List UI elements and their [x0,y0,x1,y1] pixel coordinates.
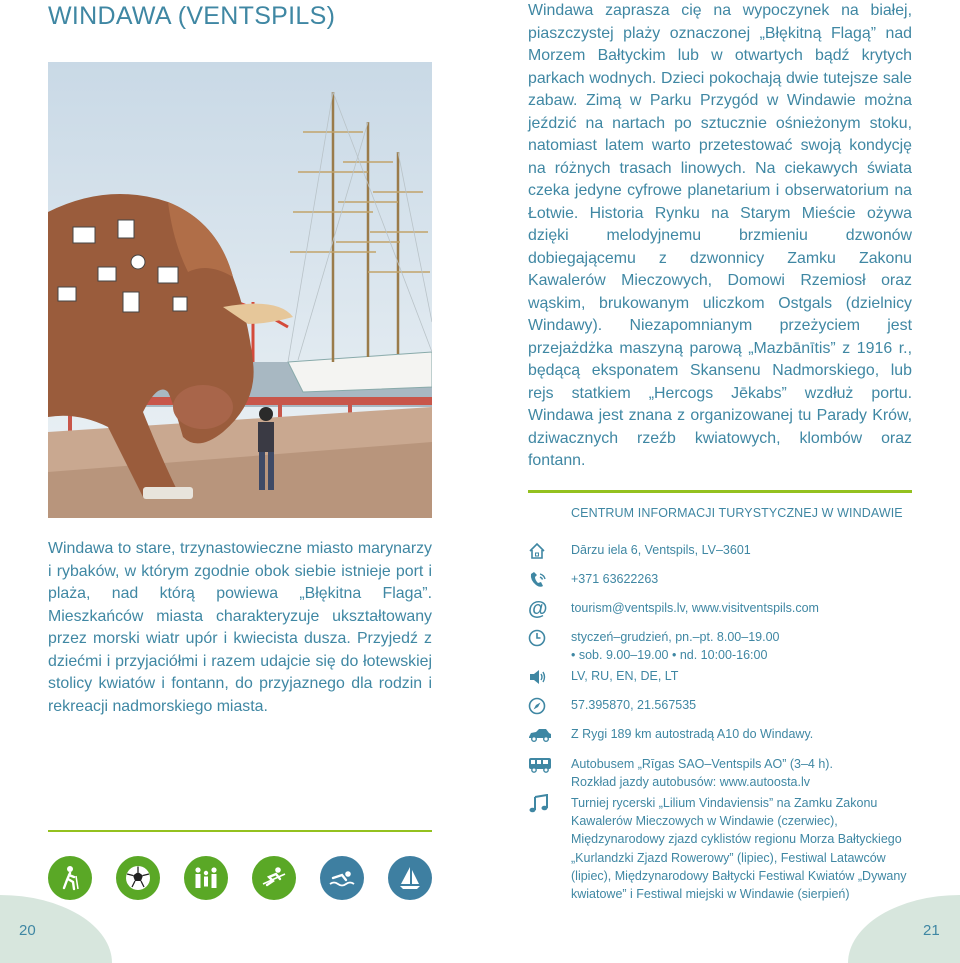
clock-icon [528,628,571,648]
info-languages: LV, RU, EN, DE, LT [528,667,918,687]
info-address: Dārzu iela 6, Ventspils, LV–3601 [528,541,918,561]
info-heading: CENTRUM INFORMACJI TURYSTYCZNEJ W WINDAWIE [571,506,903,520]
info-hours: styczeń–grudzień, pn.–pt. 8.00–19.00 • sob. 9.00–19.00 • nd. 10:00-16:00 [528,628,918,664]
info-car: Z Rygi 189 km autostradą A10 do Windawy. [528,725,918,745]
compass-icon [528,696,571,716]
page-number-right: 21 [923,922,940,939]
hiking-icon [48,856,92,900]
info-divider [528,490,912,493]
at-icon: @ [528,598,548,620]
music-note-icon [528,794,571,814]
phone-icon [528,570,571,590]
speaker-icon [528,667,571,687]
cow-parade-photo [48,62,432,518]
bus-icon [528,755,571,775]
info-bus: Autobusem „Rīgas SAO–Ventspils AO” (3–4 h). Rozkład jazdy autobusów: www.autoosta.lv [528,755,918,791]
swimming-icon [320,856,364,900]
car-icon [528,725,571,745]
page-corner-right [848,895,960,963]
family-icon [184,856,228,900]
info-events: Turniej rycerski „Lilium Vindaviensis” na Zamku Zakonu Kawalerów Mieczowych w Windawie (czerwiec), Międzynarodowy zjazd cyklistów regionu Morza Bałtyckiego „Kurlandzki Zjazd Rowerowy” (lipiec), Festiwal Latawców (lipiec), Międzynarodowy Bałtycki Festiwal Kwiatów „Dywany kwiatowe” i Festiwal miejski w Windawie (sierpień) [528,794,918,903]
sailing-icon [388,856,432,900]
info-phone: +371 63622263 [528,570,918,590]
activities-divider [48,830,432,832]
house-icon [528,541,571,561]
skiing-icon [252,856,296,900]
intro-paragraph-left: Windawa to stare, trzynastowieczne miasto marynarzy i rybaków, w którym zgodnie obok siebie istnieje port i plaża, nad którą powiewa „Błękitna Flaga”. Mieszkańców miasta charakteryzuje ukształtowany przez morski wiatr upór i kwiecista dusza. Przyjedź z dziećmi i przyjaciółmi i razem udajcie się do łotewskiej stolicy kwiatów i fontann, do przyjaznego dla rodzin i rekreacji nadmorskiego miasta. [48,540,432,715]
page-title: WINDAWA (VENTSPILS) [48,2,336,30]
page-number-left: 20 [19,922,36,939]
page-corner-left [0,895,112,963]
info-coordinates: 57.395870, 21.567535 [528,696,918,716]
intro-paragraph-right: Windawa zaprasza cię na wypoczynek na białej, piaszczystej plaży oznaczonej „Błękitną Flagą” nad Morzem Bałtyckim lub w otwartych bądź krytych parkach wodnych. Dzieci pokochają dwie tutejsze sale zabaw. Zimą w Parku Przygód w Windawie można jeździć na nartach po sztucznie ośnieżonym stoku, natomiast latem warto przetestować swoją kondycję na różnych trasach linowych. Na ciekawych świata czeka jedyne cyfrowe planetarium i obserwatorium na Łotwie. Historia Rynku na Starym Mieście ożywa dzięki melodyjnemu brzmieniu dzwonów dobiegającemu z dzwonnicy Zamku Zakonu Kawalerów Mieczowych, Domowi Rzemiosł oraz wąskim, brukowanym uliczkom Ostgals (dzielnicy Windawy). Niezapomnianym przeżyciem jest przejażdżka maszyną parową „Mazbānītis” z 1916 r., będącą eksponatem Skansenu Nadmorskiego, lub rejs statkiem „Hercogs Jēkabs” wzdłuż portu. Windawa jest znana z organizowanej tu Parady Krów, dziwacznych rzeźb kwiatowych, klombów oraz fontann. [528,2,912,469]
info-contact: @ tourism@ventspils.lv, www.visitventspils.com [528,598,819,620]
football-icon [116,856,160,900]
